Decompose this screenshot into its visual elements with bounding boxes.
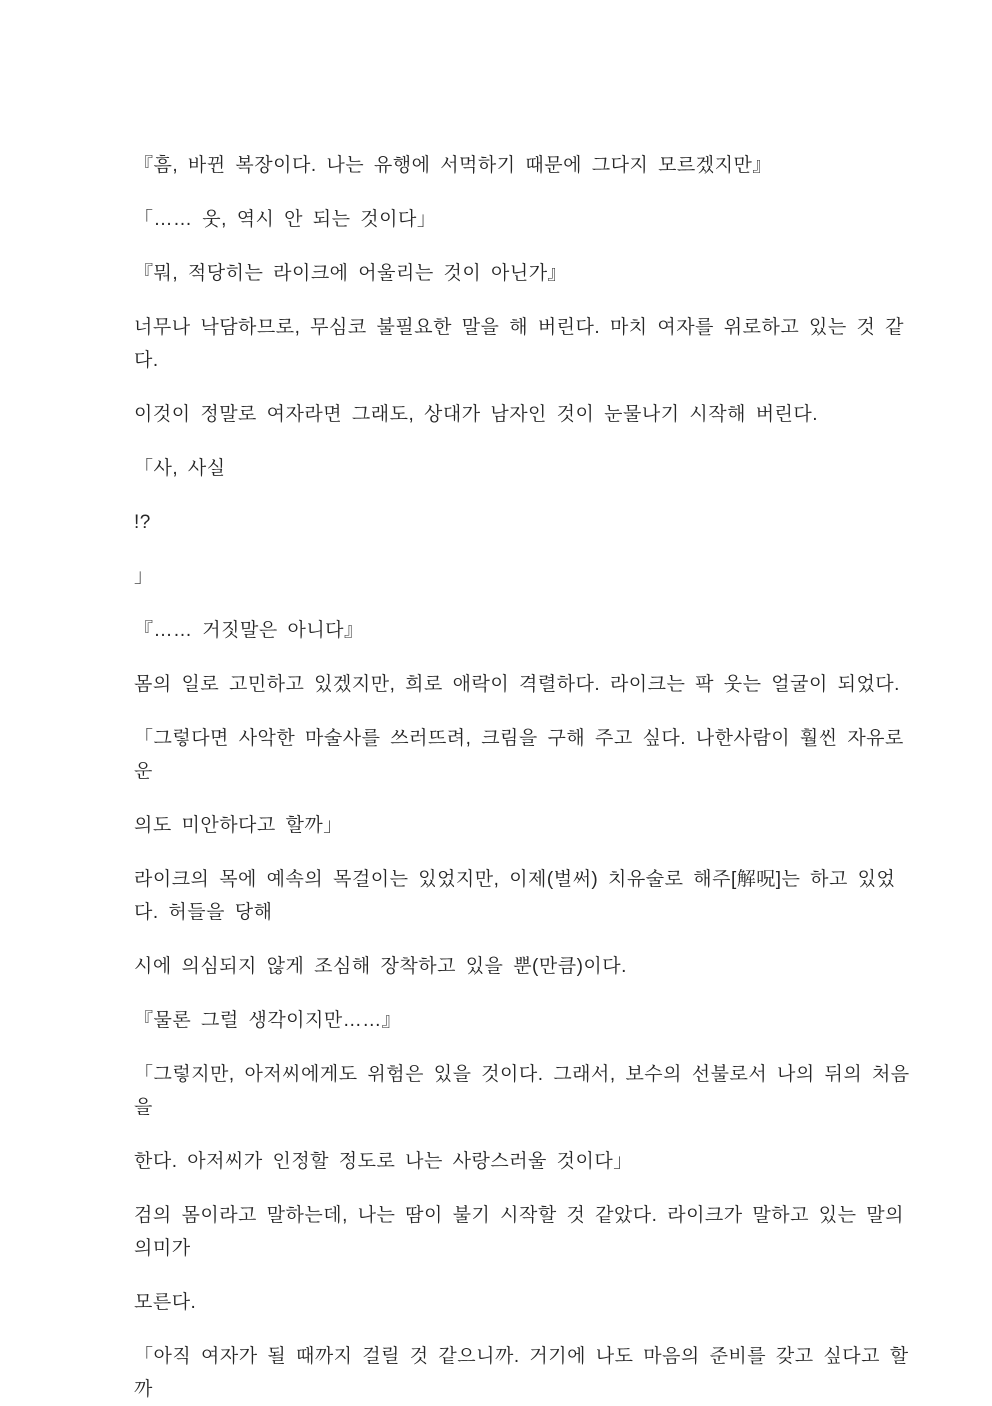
paragraph: 」 (134, 566, 154, 587)
paragraph: 『…… 거짓말은 아니다』 (134, 620, 364, 641)
paragraph-list (134, 149, 912, 1406)
paragraph: 시에 의심되지 않게 조심해 장착하고 있을 뿐(만큼)이다. (134, 956, 627, 977)
paragraph: 한다. 아저씨가 인정할 정도로 나는 사랑스러울 것이다」 (134, 1151, 633, 1172)
paragraph: 라이크의 목에 예속의 목걸이는 있었지만, 이제(벌써) 치유술로 해주[解呪]는 하고 있었다. 허들을 당해 (134, 869, 896, 923)
paragraph: 「그렇다면 사악한 마술사를 쓰러뜨려, 크림을 구해 주고 싶다. 나한사람이 훨씬 자유로운 (134, 728, 904, 782)
paragraph: 『뭐, 적당히는 라이크에 어울리는 것이 아닌가』 (134, 263, 568, 284)
paragraph: 이것이 정말로 여자라면 그래도, 상대가 남자인 것이 눈물나기 시작해 버린다. (134, 404, 819, 425)
paragraph: 『물론 그럴 생각이지만……』 (134, 1010, 402, 1031)
paragraph: 『흠, 바뀐 복장이다. 나는 유행에 서먹하기 때문에 그다지 모르겠지만』 (134, 155, 772, 176)
paragraph: 「사, 사실 (134, 458, 226, 479)
paragraph: 「…… 웃, 역시 안 되는 것이다」 (134, 209, 437, 230)
paragraph: 「아직 여자가 될 때까지 걸릴 것 같으니까. 거기에 나도 마음의 준비를 갖고 싶다고 할까 (134, 1346, 909, 1400)
paragraph: 「그렇지만, 아저씨에게도 위험은 있을 것이다. 그래서, 보수의 선불로서 나의 뒤의 처음을 (134, 1064, 910, 1118)
paragraph: 검의 몸이라고 말하는데, 나는 땀이 불기 시작할 것 같았다. 라이크가 말하고 있는 말의 의미가 (134, 1205, 904, 1259)
paragraph: 의도 미안하다고 할까」 (134, 815, 343, 836)
paragraph: 몸의 일로 고민하고 있겠지만, 희로 애락이 격렬하다. 라이크는 팍 웃는 얼굴이 되었다. (134, 674, 900, 695)
paragraph: 너무나 낙담하므로, 무심코 불필요한 말을 해 버린다. 마치 여자를 위로하고 있는 것 같다. (134, 317, 904, 371)
paragraph: !? (134, 512, 151, 533)
paragraph: 모른다. (134, 1292, 197, 1313)
